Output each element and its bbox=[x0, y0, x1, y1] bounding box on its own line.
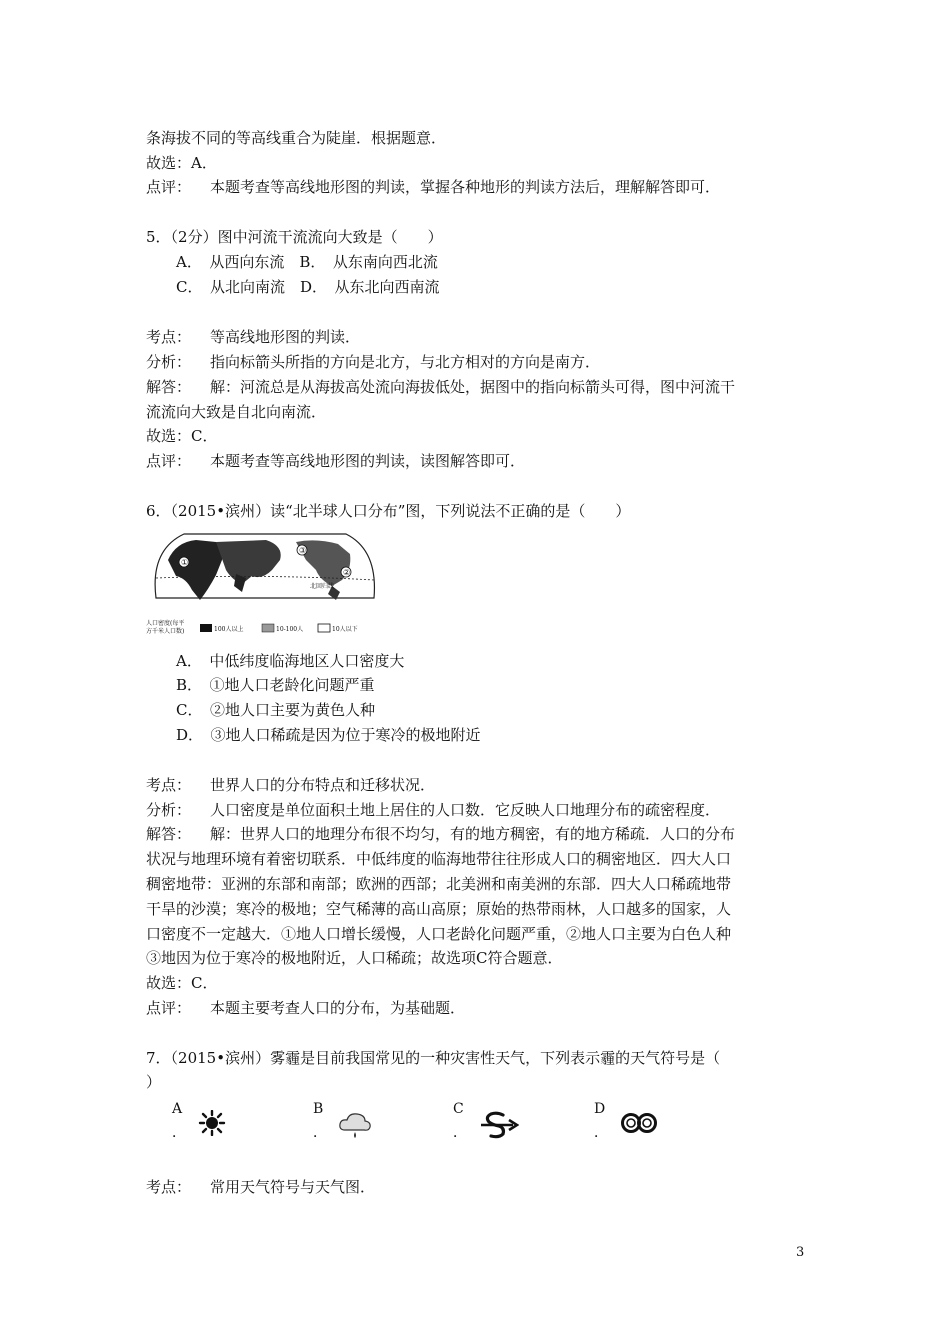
q5-answer: 故选：C． bbox=[146, 427, 218, 445]
jieda-text: 解：河流总是从海拔高处流向海拔低处，据图中的指向标箭头可得，图中河流干 bbox=[210, 378, 736, 396]
q7-option-a bbox=[172, 1100, 242, 1146]
q6-jieda bbox=[146, 824, 735, 844]
fenxi-text: 人口密度是单位面积土地上居住的人口数．它反映人口地理分布的疏密程度． bbox=[210, 801, 721, 819]
q6-jieda-cont-4: 口密度不一定越大．①地人口增长缓慢，人口老龄化问题严重，②地人口主要为白色人种 bbox=[146, 925, 732, 943]
jieda-label: 解答： bbox=[146, 825, 192, 843]
option-letter: B bbox=[313, 1101, 324, 1117]
legend-swatch-high bbox=[200, 624, 212, 632]
q6-jieda-cont-5: ③地因为位于寒冷的极地附近，人口稀疏；故选项C符合题意． bbox=[146, 949, 563, 967]
q6-option-b: B． ①地人口老龄化问题严重 bbox=[176, 676, 375, 694]
legend-swatch-mid bbox=[262, 624, 274, 632]
legend-high: 100人以上 bbox=[214, 626, 244, 633]
dianping-label: 点评： bbox=[146, 452, 192, 470]
q6-fenxi bbox=[146, 800, 720, 820]
q5-dianping bbox=[146, 451, 525, 471]
marker-1-label: ① bbox=[181, 558, 189, 567]
legend-title-2: 方千米人口数) bbox=[146, 628, 185, 635]
kaodian-text: 等高线地形图的判读． bbox=[210, 328, 361, 346]
legend-title-1: 人口密度(每平 bbox=[146, 620, 185, 627]
q5-options-cd: C． 从北向南流 D． 从东北向西南流 bbox=[176, 278, 440, 296]
legend-swatch-low bbox=[318, 624, 330, 632]
fenxi-text: 指向标箭头所指的方向是北方，与北方相对的方向是南方． bbox=[210, 353, 601, 371]
kaodian-text: 常用天气符号与天气图． bbox=[210, 1178, 376, 1196]
kaodian-label: 考点： bbox=[146, 1178, 192, 1196]
q5-kaodian bbox=[146, 327, 360, 347]
q6-kaodian bbox=[146, 775, 435, 795]
q5-stem: 5．（2分）图中河流干流流向大致是（ ） bbox=[146, 228, 443, 246]
dianping-text: 本题主要考查人口的分布，为基础题． bbox=[210, 999, 466, 1017]
q5-options-ab: A． 从西向东流 B． 从东南向西北流 bbox=[176, 253, 438, 271]
jieda-text: 解：世界人口的地理分布很不均匀，有的地方稠密，有的地方稀疏．人口的分布 bbox=[210, 825, 736, 843]
kaodian-text: 世界人口的分布特点和迁移状况． bbox=[210, 776, 436, 794]
page-number: 3 bbox=[796, 1245, 805, 1260]
cloud-rain-icon bbox=[337, 1110, 373, 1140]
legend-mid: 10-100人 bbox=[276, 626, 304, 633]
q6-option-c: C． ②地人口主要为黄色人种 bbox=[176, 701, 375, 719]
sandstorm-icon bbox=[477, 1110, 519, 1140]
fenxi-label: 分析： bbox=[146, 353, 192, 371]
prev-continuation: 条海拔不同的等高线重合为陡崖．根据题意． bbox=[146, 129, 447, 147]
haze-icon bbox=[618, 1110, 660, 1136]
option-letter: C bbox=[453, 1101, 464, 1117]
option-dot: ． bbox=[313, 1125, 327, 1141]
q5-jieda bbox=[146, 377, 735, 397]
option-dot: ． bbox=[453, 1125, 467, 1141]
q7-kaodian bbox=[146, 1177, 375, 1197]
option-dot: ． bbox=[594, 1125, 608, 1141]
jieda-label: 解答： bbox=[146, 378, 192, 396]
q7-option-d bbox=[594, 1100, 670, 1146]
option-letter: A bbox=[172, 1101, 183, 1117]
q7-option-c bbox=[453, 1100, 525, 1146]
kaodian-label: 考点： bbox=[146, 328, 192, 346]
comment-label: 点评： bbox=[146, 178, 192, 196]
dianping-text: 本题考查等高线地形图的判读，读图解答即可． bbox=[210, 452, 526, 470]
q5-fenxi bbox=[146, 352, 600, 372]
marker-3-label: ③ bbox=[299, 546, 307, 555]
q5-jieda-cont: 流流向大致是自北向南流． bbox=[146, 403, 327, 421]
q6-jieda-cont-1: 状况与地理环境有着密切联系．中低纬度的临海地带往往形成人口的稠密地区．四大人口 bbox=[146, 850, 732, 868]
q7-stem-cont: ） bbox=[146, 1073, 162, 1091]
option-dot: ． bbox=[172, 1125, 186, 1141]
comment-text: 本题考查等高线地形图的判读，掌握各种地形的判读方法后，理解解答即可． bbox=[210, 178, 721, 196]
kaodian-label: 考点： bbox=[146, 776, 192, 794]
tropic-label: 北回归线 bbox=[310, 583, 335, 590]
q7-option-b bbox=[313, 1100, 383, 1146]
marker-2-label: ② bbox=[343, 568, 351, 577]
population-map bbox=[146, 530, 380, 642]
dianping-label: 点评： bbox=[146, 999, 192, 1017]
prev-comment bbox=[146, 177, 720, 197]
q6-dianping bbox=[146, 998, 465, 1018]
q6-jieda-cont-2: 稠密地带：亚洲的东部和南部；欧洲的西部；北美洲和南美洲的东部．四大人口稀疏地带 bbox=[146, 875, 732, 893]
legend-low: 10人以下 bbox=[332, 626, 358, 633]
fenxi-label: 分析： bbox=[146, 801, 192, 819]
q6-option-d: D． ③地人口稀疏是因为位于寒冷的极地附近 bbox=[176, 726, 481, 744]
q6-option-a: A． 中低纬度临海地区人口密度大 bbox=[176, 652, 405, 670]
prev-answer: 故选：A． bbox=[146, 154, 217, 172]
q6-answer: 故选：C． bbox=[146, 974, 218, 992]
q7-stem: 7．（2015•滨州）雾霾是目前我国常见的一种灾害性天气，下列表示霾的天气符号是（ bbox=[146, 1049, 721, 1067]
option-letter: D bbox=[594, 1101, 606, 1117]
q6-jieda-cont-3: 干旱的沙漠；寒冷的极地；空气稀薄的高山高原；原始的热带雨林，人口越多的国家，人 bbox=[146, 900, 732, 918]
sun-icon bbox=[196, 1110, 228, 1136]
q6-stem: 6．（2015•滨州）读“北半球人口分布”图，下列说法不正确的是（ ） bbox=[146, 502, 631, 520]
